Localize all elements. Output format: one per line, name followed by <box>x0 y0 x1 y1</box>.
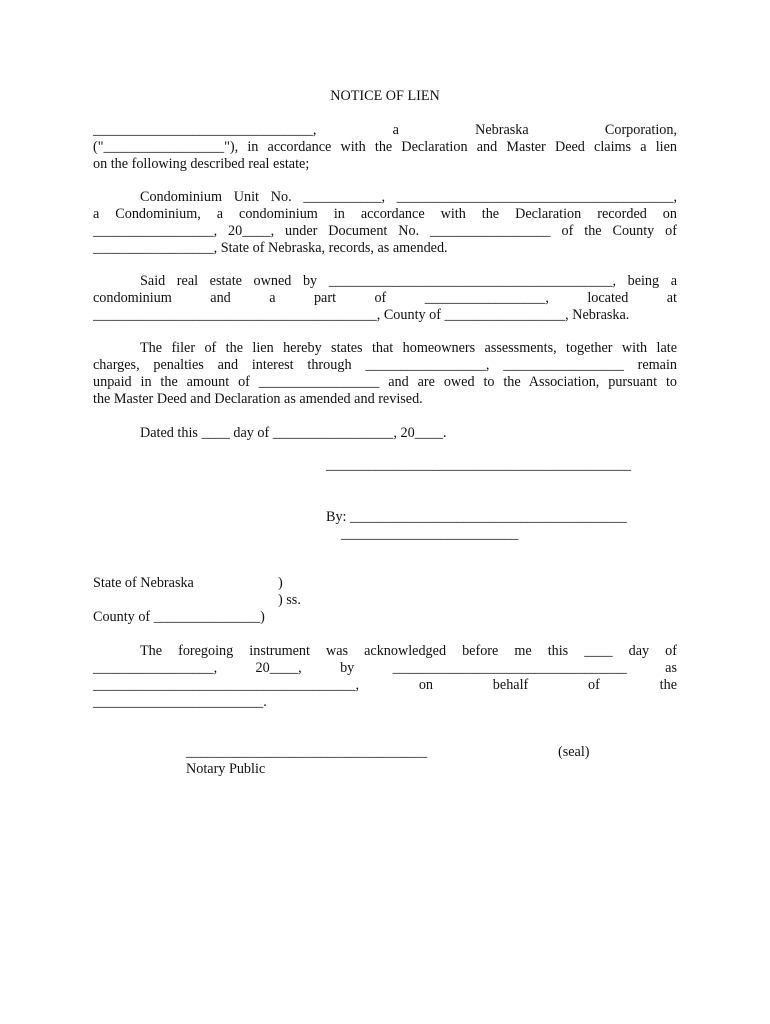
claimant-line-2: ("_________________"), in accordance with the Declaration and Master Deed claims a lien <box>93 139 677 155</box>
ack-line-4: ________________________. <box>93 694 267 710</box>
paragraph-owner <box>93 273 677 324</box>
unit-line-3: _________________, 20____, under Document No. _________________ of the County of <box>93 223 677 239</box>
claimant-line-3: on the following described real estate; <box>93 156 310 172</box>
by-sub-line: _________________________ <box>341 526 519 542</box>
dated-line: Dated this ____ day of _________________, 20____. <box>140 425 447 441</box>
ack-line-3: _____________________________________, on behalf of the <box>93 677 677 693</box>
owner-line-1: Said real estate owned by ________________________________________, being a <box>140 273 677 289</box>
claimant-line-1: _______________________________, a Nebraska Corporation, <box>93 122 677 138</box>
venue-paren: ) <box>278 575 283 591</box>
notary-signature-line: __________________________________ <box>186 744 428 760</box>
venue-state: State of Nebraska <box>93 575 194 591</box>
unit-line-2: a Condominium, a condominium in accordance with the Declaration recorded on <box>93 206 677 222</box>
assessments-line-3: unpaid in the amount of _________________ and are owed to the Association, pursuant to <box>93 374 677 390</box>
paragraph-acknowledgment <box>93 643 677 711</box>
owner-line-2: condominium and a part of _________________, located at <box>93 290 677 306</box>
owner-line-3: ________________________________________, County of _________________, Nebraska. <box>93 307 630 323</box>
ack-line-1: The foregoing instrument was acknowledged before me this ____ day of <box>140 643 677 659</box>
assessments-line-4: the Master Deed and Declaration as amended and revised. <box>93 391 423 407</box>
unit-line-4: _________________, State of Nebraska, records, as amended. <box>93 240 448 256</box>
by-signature-line: By: _______________________________________ <box>326 509 627 525</box>
seal-label: (seal) <box>558 744 590 760</box>
ack-line-2: _________________, 20____, by _________________________________ as <box>93 660 677 676</box>
unit-line-1: Condominium Unit No. ___________, _______________________________________, <box>140 189 677 205</box>
document-title: NOTICE OF LIEN <box>330 88 440 104</box>
paragraph-assessments <box>93 340 677 408</box>
notary-public-label: Notary Public <box>186 761 266 777</box>
assessments-line-1: The filer of the lien hereby states that homeowners assessments, together with late <box>140 340 677 356</box>
paragraph-claimant <box>93 122 677 173</box>
assessments-line-2: charges, penalties and interest through _________________, _________________ remain <box>93 357 677 373</box>
signature-line: ___________________________________________ <box>326 457 632 473</box>
venue-ss: ) ss. <box>278 592 301 608</box>
venue-county: County of _______________) <box>93 609 265 625</box>
paragraph-condominium-unit <box>93 189 677 257</box>
